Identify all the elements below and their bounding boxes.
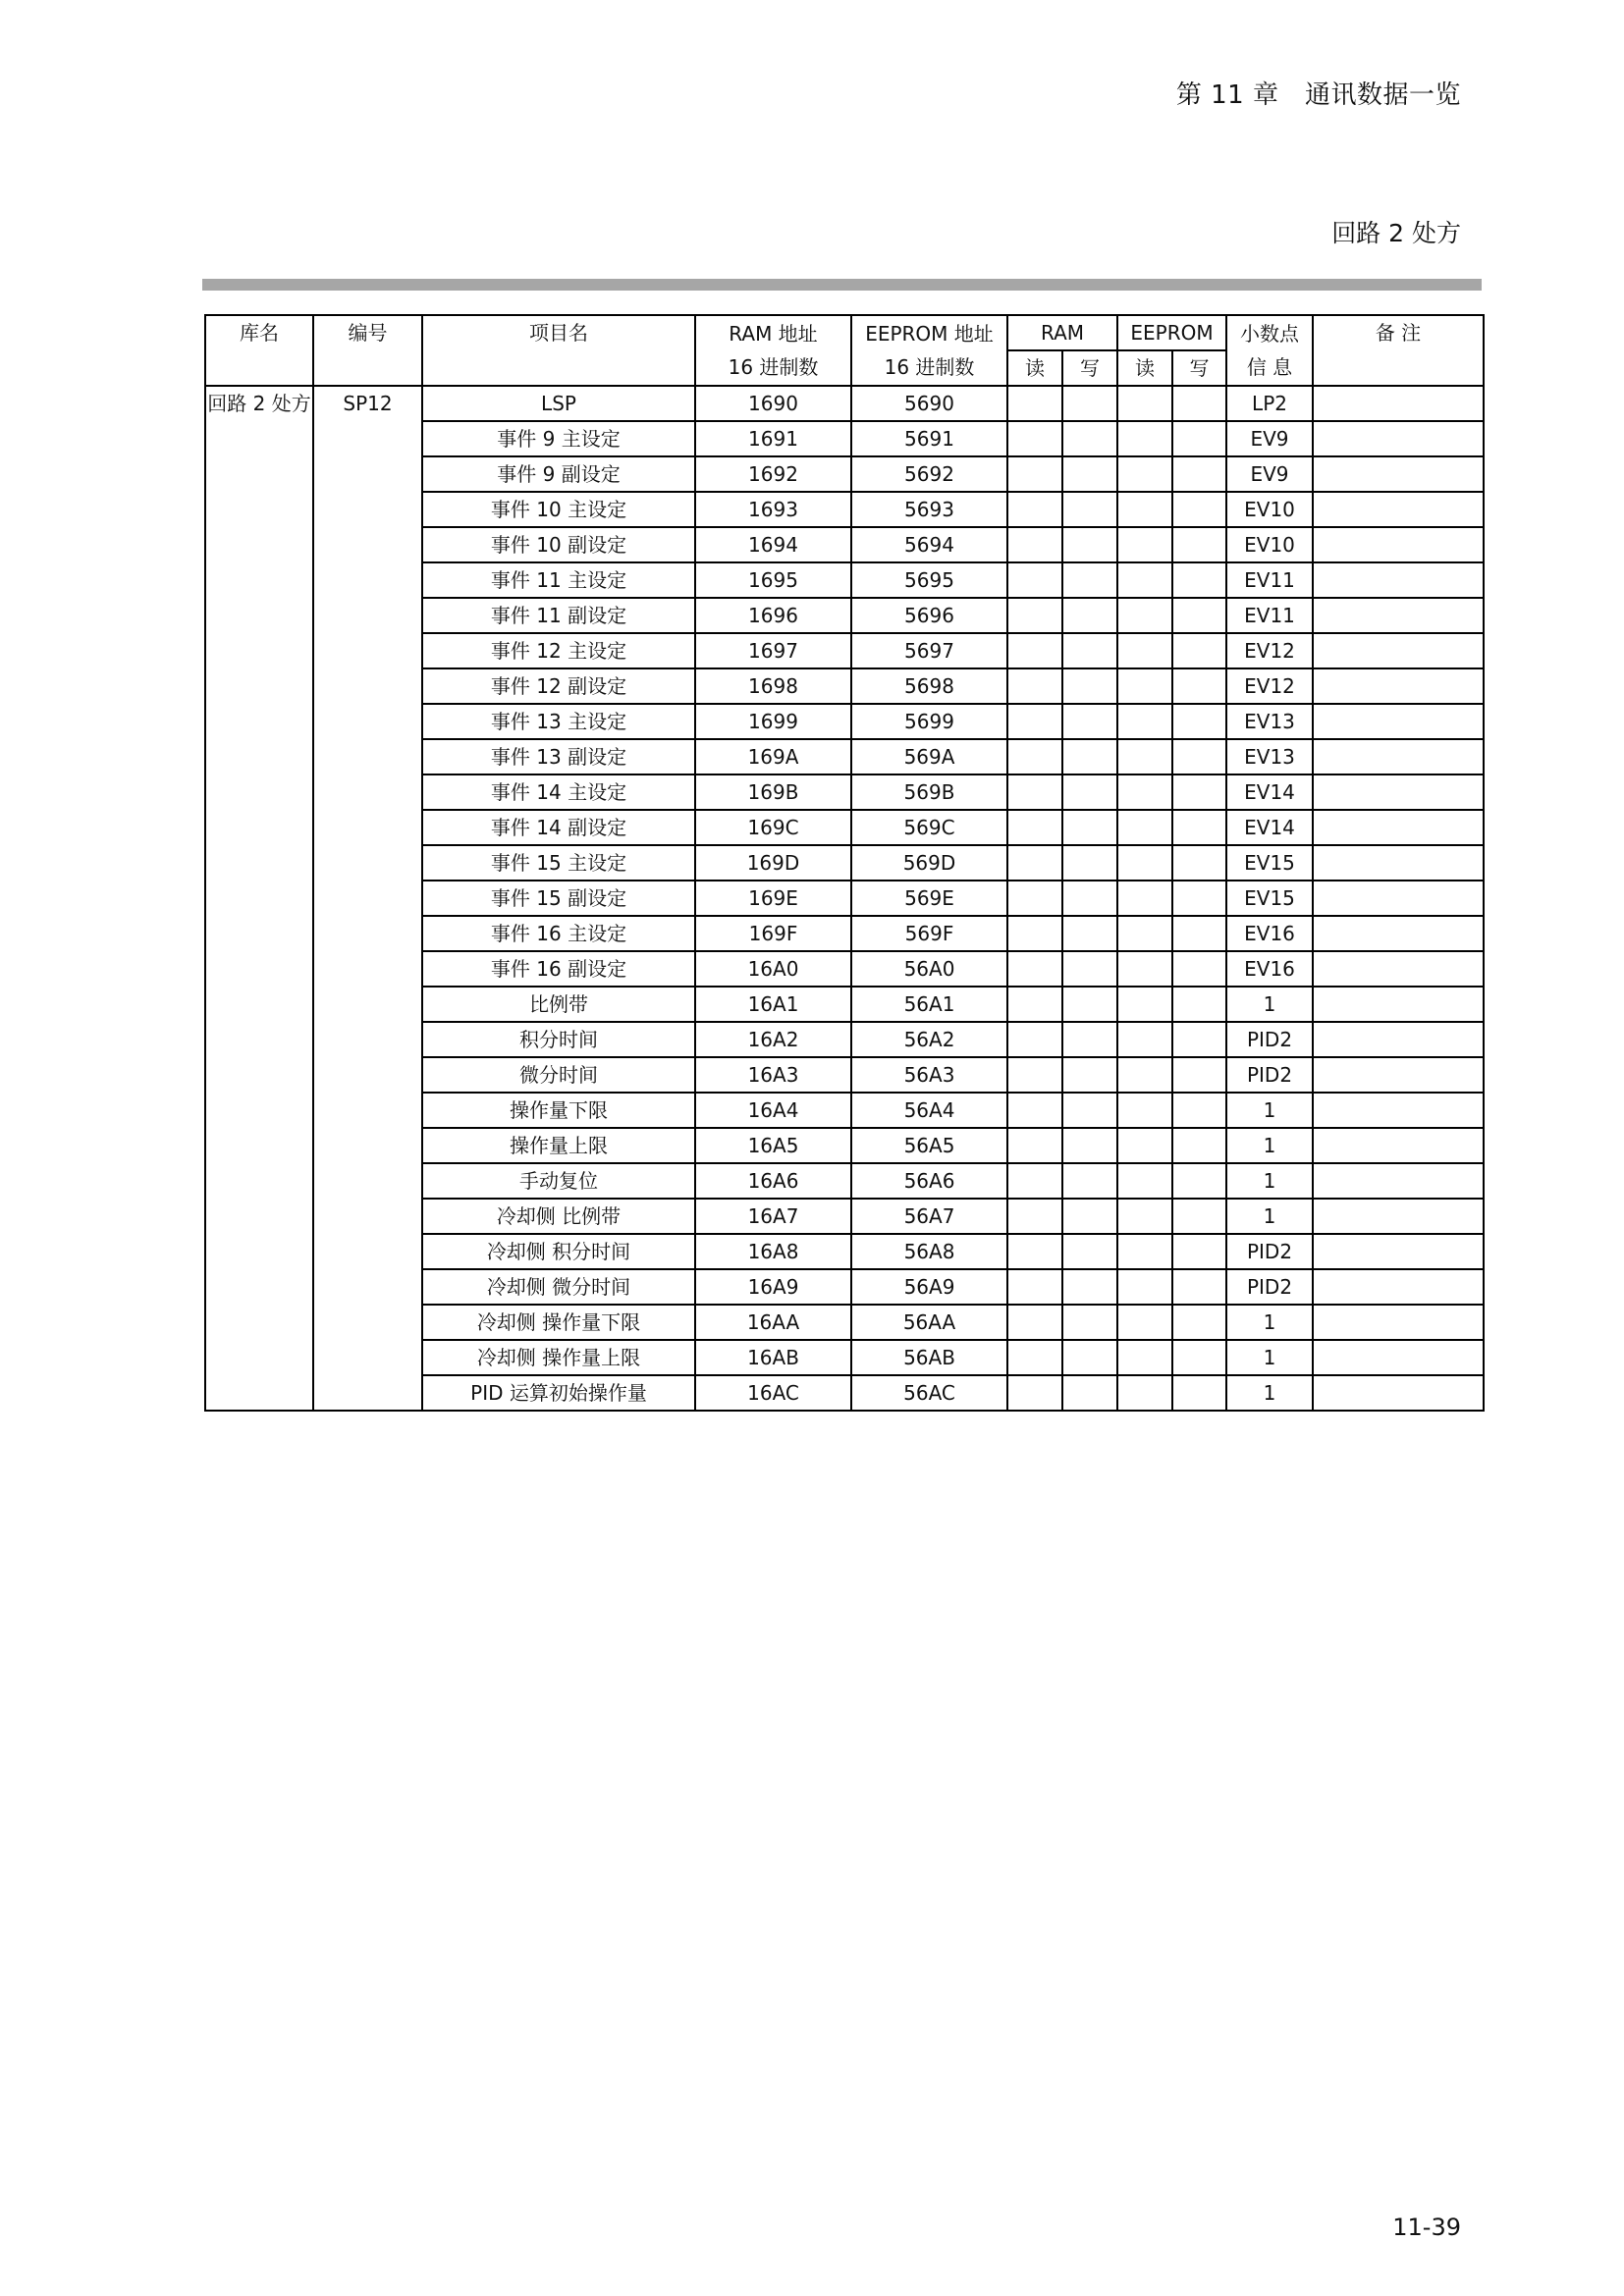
eeprom-address-cell: 56A8 (851, 1234, 1007, 1269)
ram-write-cell (1062, 1375, 1117, 1411)
decimal-info-cell: EV11 (1226, 598, 1313, 633)
ram-read-cell (1007, 562, 1062, 598)
ram-write-cell (1062, 1128, 1117, 1163)
item-name-cell: 事件 15 副设定 (422, 881, 695, 916)
ram-read-cell (1007, 633, 1062, 668)
col-decimal-line2: 信 息 (1246, 355, 1293, 379)
decimal-info-cell: 1 (1226, 1093, 1313, 1128)
eeprom-read-cell (1117, 845, 1172, 881)
table-header-row (205, 315, 1484, 350)
eeprom-address-cell: 56AA (851, 1305, 1007, 1340)
item-name-cell: 事件 10 主设定 (422, 492, 695, 527)
remarks-cell (1313, 951, 1484, 987)
col-item: 项目名 (422, 315, 695, 386)
eeprom-read-cell (1117, 668, 1172, 704)
ram-address-cell: 169B (695, 774, 851, 810)
ram-write-cell (1062, 1057, 1117, 1093)
code-cell: SP12 (313, 386, 422, 1411)
eeprom-write-cell (1172, 1022, 1226, 1057)
eeprom-write-cell (1172, 1128, 1226, 1163)
item-name-cell: 事件 15 主设定 (422, 845, 695, 881)
eeprom-write-cell (1172, 987, 1226, 1022)
eeprom-address-cell: 5691 (851, 421, 1007, 456)
eeprom-address-cell: 56A7 (851, 1199, 1007, 1234)
item-name-cell: 事件 12 主设定 (422, 633, 695, 668)
eeprom-write-cell (1172, 951, 1226, 987)
eeprom-write-cell (1172, 845, 1226, 881)
eeprom-address-cell: 56A3 (851, 1057, 1007, 1093)
item-name-cell: 事件 13 副设定 (422, 739, 695, 774)
eeprom-write-cell (1172, 774, 1226, 810)
eeprom-write-cell (1172, 1234, 1226, 1269)
ram-write-cell (1062, 1269, 1117, 1305)
ram-write-cell (1062, 951, 1117, 987)
remarks-cell (1313, 492, 1484, 527)
decimal-info-cell: EV9 (1226, 456, 1313, 492)
decimal-info-cell: PID2 (1226, 1269, 1313, 1305)
ram-write-cell (1062, 1340, 1117, 1375)
item-name-cell: 事件 16 副设定 (422, 951, 695, 987)
section-title: 回路 2 处方 (1331, 219, 1461, 247)
ram-address-cell: 1697 (695, 633, 851, 668)
ram-read-cell (1007, 951, 1062, 987)
decimal-info-cell: LP2 (1226, 386, 1313, 421)
item-name-cell: 事件 16 主设定 (422, 916, 695, 951)
col-ram: RAM (1007, 315, 1117, 350)
ram-read-cell (1007, 1199, 1062, 1234)
ram-address-cell: 16A1 (695, 987, 851, 1022)
col-decimal-info (1226, 315, 1313, 386)
library-name-cell: 回路 2 处方 (205, 386, 313, 1411)
ram-address-cell: 169E (695, 881, 851, 916)
ram-read-cell (1007, 1163, 1062, 1199)
item-name-cell: 冷却侧 比例带 (422, 1199, 695, 1234)
eeprom-write-cell (1172, 386, 1226, 421)
table-row (205, 386, 1484, 421)
ram-write-cell (1062, 633, 1117, 668)
ram-address-cell: 169D (695, 845, 851, 881)
ram-write-cell (1062, 562, 1117, 598)
remarks-cell (1313, 1340, 1484, 1375)
col-eeprom-write: 写 (1172, 350, 1226, 386)
item-name-cell: 微分时间 (422, 1057, 695, 1093)
eeprom-write-cell (1172, 1305, 1226, 1340)
remarks-cell (1313, 1093, 1484, 1128)
col-ram-read: 读 (1007, 350, 1062, 386)
ram-address-cell: 16A5 (695, 1128, 851, 1163)
remarks-cell (1313, 1234, 1484, 1269)
eeprom-address-cell: 56A6 (851, 1163, 1007, 1199)
decimal-info-cell: EV10 (1226, 492, 1313, 527)
ram-read-cell (1007, 1093, 1062, 1128)
ram-read-cell (1007, 456, 1062, 492)
ram-read-cell (1007, 1234, 1062, 1269)
eeprom-address-cell: 56A1 (851, 987, 1007, 1022)
eeprom-address-cell: 569C (851, 810, 1007, 845)
ram-address-cell: 16AA (695, 1305, 851, 1340)
ram-read-cell (1007, 881, 1062, 916)
col-eeprom-address (851, 315, 1007, 386)
item-name-cell: 事件 14 主设定 (422, 774, 695, 810)
remarks-cell (1313, 668, 1484, 704)
ram-write-cell (1062, 1022, 1117, 1057)
eeprom-read-cell (1117, 492, 1172, 527)
ram-write-cell (1062, 1163, 1117, 1199)
ram-address-cell: 1696 (695, 598, 851, 633)
ram-address-cell: 1692 (695, 456, 851, 492)
eeprom-write-cell (1172, 1340, 1226, 1375)
col-ram-write: 写 (1062, 350, 1117, 386)
ram-read-cell (1007, 1128, 1062, 1163)
ram-write-cell (1062, 1199, 1117, 1234)
ram-write-cell (1062, 1093, 1117, 1128)
ram-address-cell: 1691 (695, 421, 851, 456)
ram-write-cell (1062, 598, 1117, 633)
item-name-cell: 冷却侧 积分时间 (422, 1234, 695, 1269)
ram-address-cell: 16AC (695, 1375, 851, 1411)
eeprom-read-cell (1117, 951, 1172, 987)
chapter-title: 第 11 章 通讯数据一览 (1175, 80, 1461, 110)
eeprom-write-cell (1172, 527, 1226, 562)
ram-write-cell (1062, 739, 1117, 774)
remarks-cell (1313, 774, 1484, 810)
eeprom-read-cell (1117, 562, 1172, 598)
eeprom-read-cell (1117, 1234, 1172, 1269)
decimal-info-cell: 1 (1226, 1305, 1313, 1340)
ram-write-cell (1062, 1305, 1117, 1340)
eeprom-address-cell: 5695 (851, 562, 1007, 598)
eeprom-read-cell (1117, 1163, 1172, 1199)
eeprom-write-cell (1172, 456, 1226, 492)
eeprom-write-cell (1172, 739, 1226, 774)
decimal-info-cell: EV14 (1226, 810, 1313, 845)
eeprom-write-cell (1172, 633, 1226, 668)
ram-address-cell: 16A4 (695, 1093, 851, 1128)
eeprom-read-cell (1117, 704, 1172, 739)
ram-address-cell: 16A0 (695, 951, 851, 987)
item-name-cell: 冷却侧 操作量上限 (422, 1340, 695, 1375)
eeprom-address-cell: 569B (851, 774, 1007, 810)
eeprom-read-cell (1117, 1199, 1172, 1234)
item-name-cell: 事件 9 副设定 (422, 456, 695, 492)
ram-write-cell (1062, 987, 1117, 1022)
eeprom-write-cell (1172, 562, 1226, 598)
remarks-cell (1313, 810, 1484, 845)
eeprom-address-cell: 5697 (851, 633, 1007, 668)
eeprom-write-cell (1172, 810, 1226, 845)
eeprom-address-cell: 5699 (851, 704, 1007, 739)
eeprom-read-cell (1117, 1057, 1172, 1093)
eeprom-read-cell (1117, 527, 1172, 562)
eeprom-address-cell: 5690 (851, 386, 1007, 421)
col-decimal-line1: 小数点 (1240, 322, 1300, 346)
remarks-cell (1313, 1022, 1484, 1057)
decimal-info-cell: EV13 (1226, 704, 1313, 739)
decimal-info-cell: PID2 (1226, 1057, 1313, 1093)
eeprom-write-cell (1172, 1269, 1226, 1305)
ram-read-cell (1007, 739, 1062, 774)
eeprom-write-cell (1172, 1093, 1226, 1128)
item-name-cell: LSP (422, 386, 695, 421)
remarks-cell (1313, 1305, 1484, 1340)
ram-write-cell (1062, 456, 1117, 492)
col-ram-address-line1: RAM 地址 (729, 322, 818, 346)
col-number: 编号 (313, 315, 422, 386)
remarks-cell (1313, 1375, 1484, 1411)
eeprom-address-cell: 5698 (851, 668, 1007, 704)
communication-data-table (204, 314, 1485, 1412)
item-name-cell: 事件 9 主设定 (422, 421, 695, 456)
eeprom-read-cell (1117, 386, 1172, 421)
ram-address-cell: 1699 (695, 704, 851, 739)
remarks-cell (1313, 562, 1484, 598)
eeprom-address-cell: 5696 (851, 598, 1007, 633)
remarks-cell (1313, 1163, 1484, 1199)
ram-address-cell: 1690 (695, 386, 851, 421)
ram-write-cell (1062, 881, 1117, 916)
eeprom-read-cell (1117, 1128, 1172, 1163)
remarks-cell (1313, 881, 1484, 916)
eeprom-write-cell (1172, 1375, 1226, 1411)
decimal-info-cell: EV16 (1226, 951, 1313, 987)
ram-write-cell (1062, 774, 1117, 810)
item-name-cell: 比例带 (422, 987, 695, 1022)
ram-read-cell (1007, 810, 1062, 845)
remarks-cell (1313, 739, 1484, 774)
ram-read-cell (1007, 1305, 1062, 1340)
ram-read-cell (1007, 704, 1062, 739)
item-name-cell: 操作量上限 (422, 1128, 695, 1163)
remarks-cell (1313, 1057, 1484, 1093)
decimal-info-cell: EV14 (1226, 774, 1313, 810)
header-rule (202, 279, 1482, 291)
ram-address-cell: 16A7 (695, 1199, 851, 1234)
ram-write-cell (1062, 1234, 1117, 1269)
eeprom-read-cell (1117, 1340, 1172, 1375)
item-name-cell: 积分时间 (422, 1022, 695, 1057)
col-ram-address-line2: 16 进制数 (728, 355, 819, 379)
eeprom-read-cell (1117, 881, 1172, 916)
eeprom-write-cell (1172, 1057, 1226, 1093)
eeprom-address-cell: 56A2 (851, 1022, 1007, 1057)
eeprom-address-cell: 569E (851, 881, 1007, 916)
eeprom-read-cell (1117, 1269, 1172, 1305)
eeprom-address-cell: 56A4 (851, 1093, 1007, 1128)
decimal-info-cell: EV16 (1226, 916, 1313, 951)
eeprom-read-cell (1117, 421, 1172, 456)
eeprom-read-cell (1117, 456, 1172, 492)
remarks-cell (1313, 527, 1484, 562)
item-name-cell: 事件 11 主设定 (422, 562, 695, 598)
ram-read-cell (1007, 1057, 1062, 1093)
decimal-info-cell: EV12 (1226, 633, 1313, 668)
remarks-cell (1313, 1199, 1484, 1234)
item-name-cell: 手动复位 (422, 1163, 695, 1199)
eeprom-address-cell: 56A5 (851, 1128, 1007, 1163)
table-body (205, 386, 1484, 1411)
eeprom-read-cell (1117, 1093, 1172, 1128)
ram-read-cell (1007, 668, 1062, 704)
ram-write-cell (1062, 386, 1117, 421)
item-name-cell: 事件 14 副设定 (422, 810, 695, 845)
eeprom-write-cell (1172, 881, 1226, 916)
ram-read-cell (1007, 1022, 1062, 1057)
eeprom-address-cell: 569D (851, 845, 1007, 881)
col-remarks: 备 注 (1313, 315, 1484, 386)
ram-address-cell: 1695 (695, 562, 851, 598)
ram-address-cell: 16A3 (695, 1057, 851, 1093)
eeprom-write-cell (1172, 492, 1226, 527)
eeprom-read-cell (1117, 739, 1172, 774)
eeprom-read-cell (1117, 1022, 1172, 1057)
col-ram-address (695, 315, 851, 386)
decimal-info-cell: EV13 (1226, 739, 1313, 774)
ram-address-cell: 169A (695, 739, 851, 774)
ram-read-cell (1007, 916, 1062, 951)
eeprom-address-cell: 5692 (851, 456, 1007, 492)
ram-address-cell: 16A9 (695, 1269, 851, 1305)
ram-read-cell (1007, 527, 1062, 562)
remarks-cell (1313, 421, 1484, 456)
remarks-cell (1313, 1128, 1484, 1163)
ram-write-cell (1062, 845, 1117, 881)
ram-write-cell (1062, 527, 1117, 562)
ram-write-cell (1062, 916, 1117, 951)
eeprom-read-cell (1117, 810, 1172, 845)
ram-read-cell (1007, 1340, 1062, 1375)
remarks-cell (1313, 987, 1484, 1022)
remarks-cell (1313, 1269, 1484, 1305)
eeprom-write-cell (1172, 1163, 1226, 1199)
item-name-cell: 操作量下限 (422, 1093, 695, 1128)
eeprom-address-cell: 569F (851, 916, 1007, 951)
decimal-info-cell: 1 (1226, 1128, 1313, 1163)
item-name-cell: 事件 13 主设定 (422, 704, 695, 739)
eeprom-write-cell (1172, 668, 1226, 704)
item-name-cell: 冷却侧 操作量下限 (422, 1305, 695, 1340)
ram-address-cell: 1693 (695, 492, 851, 527)
eeprom-address-cell: 569A (851, 739, 1007, 774)
ram-read-cell (1007, 421, 1062, 456)
page-number: 11-39 (1392, 2214, 1461, 2241)
eeprom-address-cell: 56A0 (851, 951, 1007, 987)
ram-read-cell (1007, 845, 1062, 881)
ram-read-cell (1007, 492, 1062, 527)
eeprom-read-cell (1117, 1305, 1172, 1340)
decimal-info-cell: 1 (1226, 1163, 1313, 1199)
decimal-info-cell: 1 (1226, 1340, 1313, 1375)
ram-address-cell: 16AB (695, 1340, 851, 1375)
ram-write-cell (1062, 704, 1117, 739)
decimal-info-cell: EV10 (1226, 527, 1313, 562)
col-eeprom: EEPROM (1117, 315, 1226, 350)
item-name-cell: PID 运算初始操作量 (422, 1375, 695, 1411)
decimal-info-cell: EV15 (1226, 845, 1313, 881)
eeprom-read-cell (1117, 598, 1172, 633)
remarks-cell (1313, 633, 1484, 668)
ram-write-cell (1062, 421, 1117, 456)
remarks-cell (1313, 456, 1484, 492)
eeprom-write-cell (1172, 704, 1226, 739)
ram-address-cell: 1694 (695, 527, 851, 562)
ram-address-cell: 169F (695, 916, 851, 951)
col-eeprom-read: 读 (1117, 350, 1172, 386)
item-name-cell: 事件 12 副设定 (422, 668, 695, 704)
eeprom-read-cell (1117, 916, 1172, 951)
eeprom-address-cell: 56AC (851, 1375, 1007, 1411)
remarks-cell (1313, 916, 1484, 951)
ram-read-cell (1007, 987, 1062, 1022)
ram-address-cell: 16A2 (695, 1022, 851, 1057)
ram-address-cell: 169C (695, 810, 851, 845)
remarks-cell (1313, 598, 1484, 633)
remarks-cell (1313, 845, 1484, 881)
ram-address-cell: 16A8 (695, 1234, 851, 1269)
ram-read-cell (1007, 1375, 1062, 1411)
eeprom-write-cell (1172, 1199, 1226, 1234)
remarks-cell (1313, 704, 1484, 739)
decimal-info-cell: EV12 (1226, 668, 1313, 704)
eeprom-read-cell (1117, 774, 1172, 810)
ram-write-cell (1062, 668, 1117, 704)
ram-read-cell (1007, 1269, 1062, 1305)
decimal-info-cell: 1 (1226, 987, 1313, 1022)
eeprom-address-cell: 5694 (851, 527, 1007, 562)
col-library: 库名 (205, 315, 313, 386)
decimal-info-cell: PID2 (1226, 1234, 1313, 1269)
decimal-info-cell: EV15 (1226, 881, 1313, 916)
ram-address-cell: 1698 (695, 668, 851, 704)
eeprom-address-cell: 56A9 (851, 1269, 1007, 1305)
ram-address-cell: 16A6 (695, 1163, 851, 1199)
item-name-cell: 事件 11 副设定 (422, 598, 695, 633)
remarks-cell (1313, 386, 1484, 421)
eeprom-read-cell (1117, 987, 1172, 1022)
decimal-info-cell: PID2 (1226, 1022, 1313, 1057)
col-eeprom-address-line1: EEPROM 地址 (865, 322, 994, 346)
eeprom-address-cell: 56AB (851, 1340, 1007, 1375)
col-eeprom-address-line2: 16 进制数 (884, 355, 975, 379)
ram-read-cell (1007, 598, 1062, 633)
ram-read-cell (1007, 774, 1062, 810)
decimal-info-cell: 1 (1226, 1375, 1313, 1411)
item-name-cell: 冷却侧 微分时间 (422, 1269, 695, 1305)
eeprom-write-cell (1172, 916, 1226, 951)
eeprom-read-cell (1117, 1375, 1172, 1411)
ram-write-cell (1062, 492, 1117, 527)
eeprom-write-cell (1172, 421, 1226, 456)
eeprom-read-cell (1117, 633, 1172, 668)
decimal-info-cell: 1 (1226, 1199, 1313, 1234)
decimal-info-cell: EV11 (1226, 562, 1313, 598)
ram-write-cell (1062, 810, 1117, 845)
decimal-info-cell: EV9 (1226, 421, 1313, 456)
item-name-cell: 事件 10 副设定 (422, 527, 695, 562)
ram-read-cell (1007, 386, 1062, 421)
eeprom-write-cell (1172, 598, 1226, 633)
eeprom-address-cell: 5693 (851, 492, 1007, 527)
